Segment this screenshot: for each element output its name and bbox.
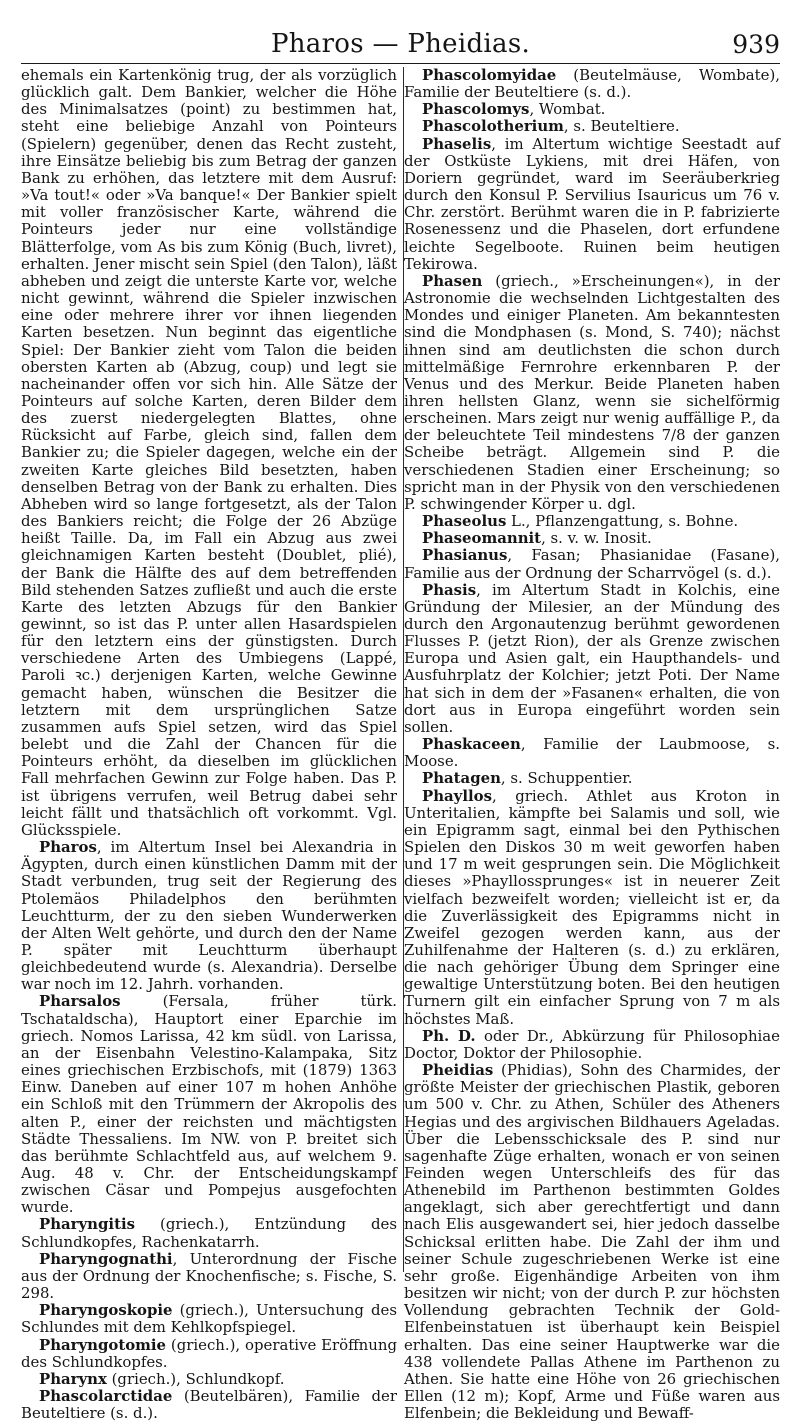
entry-text: L., Pflanzengattung, s. Bohne. xyxy=(506,512,739,531)
dictionary-entry xyxy=(404,582,780,736)
entry-headword: Phatagen xyxy=(422,769,501,788)
entry-headword: Phascolotherium xyxy=(422,117,564,136)
entry-text: , im Altertum Stadt in Kolchis, eine Gründung der Milesier, an der Mündung des durch den Argonautenzug berühmt gewordenen Flusses P. (jetzt Rion), der als Grenze zwischen Europa und Asien galt, ein Haupthandels- und Ausfuhrplatz der Kolchier; jetzt Poti. Der Name hat sich in dem der »Fasanen« erhalten, die von dort aus in Europa eingeführt worden sein sollen. xyxy=(404,580,780,736)
entry-headword: Phaskaceen xyxy=(422,735,521,754)
entry-text: (Beutelbären), Familie der Beuteltiere (s. d.). xyxy=(21,1387,397,1422)
dictionary-entry xyxy=(21,839,397,993)
dictionary-entry xyxy=(404,736,780,770)
entry-text: (griech.), operative Eröffnung des Schlundkopfes. xyxy=(21,1335,397,1371)
dictionary-entry xyxy=(21,1302,397,1336)
entry-headword: Phasis xyxy=(422,580,477,599)
dictionary-entry xyxy=(404,770,780,787)
dictionary-entry xyxy=(404,547,780,581)
entry-text: , Wombat. xyxy=(529,100,606,119)
entry-headword: Phascolomys xyxy=(422,100,530,119)
entry-text: , s. v. w. Inosit. xyxy=(541,529,652,548)
page-number: 939 xyxy=(732,30,780,59)
entry-headword: Pharsalos xyxy=(39,992,121,1011)
entry-text: (Phidias), Sohn des Charmides, der größte Meister der griechischen Plastik, geboren um 500 v. Chr. zu Athen, Schüler des Atheners Hegias und des argivischen Bildhauers Ageladas. Über die Lebensschicksale des P. sind nur sagenhafte Züge erhalten, wonach er von seinen Feinden wegen Unterschleifs des für das Athenebild im Parthenon bestimmten Goldes angeklagt, sich aber gerechtfertigt und dann nach Elis ausgewandert sei, hier jedoch dasselbe Schicksal erlitten habe. Die Zahl der ihm und seiner Schule zugeschriebenen Werke ist eine sehr große. Eigenhändige Arbeiten von ihm besitzen wir nicht; von der durch P. zur höchsten Vollendung gebrachten Technik der Gold-Elfenbeinstatuen ist überhaupt kein Beispiel erhalten. Das eine seiner Hauptwerke war die 438 vollendete Pallas Athene im Parthenon zu Athen. Sie hatte eine Höhe von 26 griechischen Ellen (12 m); Kopf, Arme und Füße waren aus Elfenbein; die Bekleidung und Bewaff- xyxy=(404,1061,780,1422)
right-column xyxy=(404,67,780,1422)
entry-text: , griech. Athlet aus Kroton in Unteritalien, kämpfte bei Salamis und soll, wie ein Epigramm sagt, einmal bei den Pythischen Spielen den Diskos 30 m weit geworfen haben und 17 m weit gesprungen sein. Die Möglichkeit dieses »Phayllossprunges« ist in neuerer Zeit vielfach bezweifelt worden; vielleicht ist er, da die Zuverlässigkeit des Epigramms nicht in Zweifel gezogen werden kann, aus der Zuhilfenahme der Halteren (s. d.) zu erklären, die nach gehöriger Übung dem Springer eine gewaltige Unterstützung boten. Bei den heutigen Turnern gilt ein einfacher Sprung von 7 m als höchstes Maß. xyxy=(404,786,780,1028)
dictionary-entry xyxy=(404,136,780,273)
page-header xyxy=(21,0,780,64)
column-divider xyxy=(403,67,404,1272)
dictionary-entry xyxy=(404,530,780,547)
dictionary-entry xyxy=(404,1028,780,1062)
text-columns xyxy=(21,67,780,1422)
dictionary-entry xyxy=(404,101,780,118)
entry-text: , Unterordnung der Fische aus der Ordnung der Knochenfische; s. Fische, S. 298. xyxy=(21,1249,397,1303)
entry-text: , s. Schuppentier. xyxy=(500,769,633,788)
entry-headword: Pharos xyxy=(39,838,97,857)
entry-text: , im Altertum wichtige Seestadt auf der Ostküste Lykiens, mit drei Häfen, von Doriern gegründet, ward im Seeräuberkrieg durch den Konsul P. Servilius Isauricus um 76 v. Chr. zerstört. Berühmt waren die in P. fabrizierte Rosenessenz und die Phaselen, dort erfundene leichte Segelboote. Ruinen beim heutigen Tekirowa. xyxy=(404,134,780,273)
entry-headword: Pharyngitis xyxy=(39,1215,135,1234)
dictionary-entry xyxy=(404,788,780,1028)
running-title: Pharos — Pheidias. xyxy=(270,29,531,59)
dictionary-entry xyxy=(404,273,780,513)
entry-text: oder Dr., Abkürzung für Philosophiae Doctor, Doktor der Philosophie. xyxy=(404,1026,780,1062)
entry-headword: Phascolomyidae xyxy=(422,66,557,84)
entry-text: (griech., »Erscheinungen«), in der Astronomie die wechselnden Lichtgestalten des Mondes und einiger Planeten. Am bekanntesten sind die Mondphasen (s. Mond, S. 740); nächst ihnen sind am deutlichsten die schon durch mittelmäßige Fernrohre erkennbaren P. der Venus und des Merkur. Beide Planeten haben ihren hellsten Glanz, wenn sie sichelförmig erscheinen. Mars zeigt nur wenig auffällige P., da der beleuchtete Teil mindestens 7/8 der ganzen Scheibe beträgt. Allgemein sind P. die verschiedenen Stadien einer Erscheinung; so spricht man in der Physik von den verschiedenen P. schwingender Körper u. dgl. xyxy=(404,271,780,513)
entry-headword: Phaselis xyxy=(422,134,492,153)
entry-headword: Phayllos xyxy=(422,786,492,805)
entry-text: , Fasan; Phasianidae (Fasane), Familie aus der Ordnung der Scharrvögel (s. d.). xyxy=(404,546,780,582)
dictionary-entry xyxy=(21,67,397,839)
dictionary-entry xyxy=(21,1216,397,1250)
entry-text: (griech.), Entzündung des Schlundkopfes, Rachenkatarrh. xyxy=(21,1215,397,1251)
entry-text: (Fersala, früher türk. Tschataldscha), Hauptort einer Eparchie im griech. Nomos Larissa, 42 km südl. von Larissa, an der Eisenbahn Velestino-Kalampaka, Sitz eines griechischen Erzbischofs, mit (1879) 1363 Einw. Daneben auf einer 107 m hohen Anhöhe ein Schloß mit den Trümmern der Akropolis des alten P., einer der reichsten und mächtigsten Städte Thessaliens. Im NW. von P. breitet sich das berühmte Schlachtfeld aus, auf welchem 9. Aug. 48 v. Chr. der Entscheidungskampf zwischen Cäsar und Pompejus ausgefochten wurde. xyxy=(21,992,397,1217)
entry-text: (Beutelmäuse, Wombate), Familie der Beuteltiere (s. d.). xyxy=(404,66,780,102)
entry-headword: Pharyngognathi xyxy=(39,1249,173,1268)
entry-headword: Phascolarctidae xyxy=(39,1387,173,1406)
entry-text: ehemals ein Kartenkönig trug, der als vorzüglich glücklich galt. Dem Bankier, welcher die Höhe des Minimalsatzes (point) zu bestimmen hat, steht eine beliebige Anzahl von Pointeurs (Spielern) gegenüber, denen das Recht zusteht, ihre Einsätze beliebig bis zum Betrag der ganzen Bank zu erhöhen, das letztere mit dem Ausruf: »Va tout!« oder »Va banque!« Der Bankier spielt mit voller französischer Karte, während die Pointeurs jeder nur eine vollständige Blätterfolge, vom As bis zum König (Buch, livret), erhalten. Jener mischt sein Spiel (den Talon), läßt abheben und zeigt die unterste Karte vor, welche nicht gewinnt, während die Spieler inzwischen eine oder mehrere ihrer vor ihnen liegenden Karten besetzen. Nun beginnt das eigentliche Spiel: Der Bankier zieht vom Talon die beiden obersten Karten ab (Abzug, coup) und legt sie nacheinander offen vor sich hin. Alle Sätze der Pointeurs auf solche Karten, deren Bilder dem des zuerst niedergelegten Blattes, ohne Rücksicht auf Farbe, gleich sind, fallen dem Bankier zu; die Spieler dagegen, welche ein der zweiten Karte gleiches Bild besetzten, haben denselben Betrag von der Bank zu erhalten. Dies Abheben wird so lange fortgesetzt, als der Talon des Bankiers reicht; die Folge der 26 Abzüge heißt Taille. Da, im Fall ein Abzug aus zwei gleichnamigen Karten besteht (Doublet, plié), der Bank die Hälfte des auf dem betreffenden Bild stehenden Satzes zufließt und auch die erste Karte des letzten Abzugs für den Bankier gewinnt, so ist das P. unter allen Hasardspielen für den letztern eins der günstigsten. Durch verschiedene Arten des Umbiegens (Lappé, Paroli ꝛc.) derjenigen Karten, welche Gewinne gemacht haben, wünschen die Besitzer die letztern mit dem ursprünglichen Satze zusammen aufs Spiel setzen, wird das Spiel belebt und die Zahl der Chancen für die Pointeurs erhöht, da dieselben im glücklichen Fall mehrfachen Gewinn zur Folge haben. Das P. ist übrigens verrufen, weil Betrug dabei sehr leicht fällt und thatsächlich oft vorkommt. Vgl. Glücksspiele. xyxy=(21,66,397,839)
dictionary-entry xyxy=(404,67,780,101)
left-column xyxy=(21,67,397,1422)
dictionary-entry xyxy=(21,1251,397,1302)
dictionary-entry xyxy=(21,1337,397,1371)
entry-headword: Ph. D. xyxy=(422,1026,476,1045)
entry-text: (griech.), Untersuchung des Schlundes mit dem Kehlkopfspiegel. xyxy=(21,1301,397,1337)
entry-headword: Pharyngotomie xyxy=(39,1335,167,1354)
entry-text: , Familie der Laubmoose, s. Moose. xyxy=(404,735,780,771)
dictionary-entry xyxy=(21,993,397,1216)
entry-headword: Phaseomannit xyxy=(422,529,542,548)
dictionary-entry xyxy=(21,1371,397,1388)
entry-text: (griech.), Schlundkopf. xyxy=(106,1369,285,1388)
entry-headword: Phasianus xyxy=(422,546,508,565)
dictionary-entry xyxy=(404,1062,780,1422)
entry-headword: Phaseolus xyxy=(422,512,507,531)
dictionary-entry xyxy=(404,118,780,135)
entry-text: , s. Beuteltiere. xyxy=(563,117,680,136)
entry-text: , im Altertum Insel bei Alexandria in Ägypten, durch einen künstlichen Damm mit der Stadt verbunden, trug seit der Regierung des Ptolemäos Philadelphos den berühmten Leuchtturm, der zu den sieben Wunderwerken der Alten Welt gehörte, und durch den der Name P. später mit Leuchtturm überhaupt gleichbedeutend wurde (s. Alexandria). Derselbe war noch im 12. Jahrh. vorhanden. xyxy=(21,838,397,994)
entry-headword: Phasen xyxy=(422,271,483,290)
entry-headword: Pharyngoskopie xyxy=(39,1301,173,1320)
dictionary-entry xyxy=(404,513,780,530)
entry-headword: Pharynx xyxy=(39,1369,107,1388)
dictionary-entry xyxy=(21,1388,397,1422)
entry-headword: Pheidias xyxy=(422,1061,494,1080)
